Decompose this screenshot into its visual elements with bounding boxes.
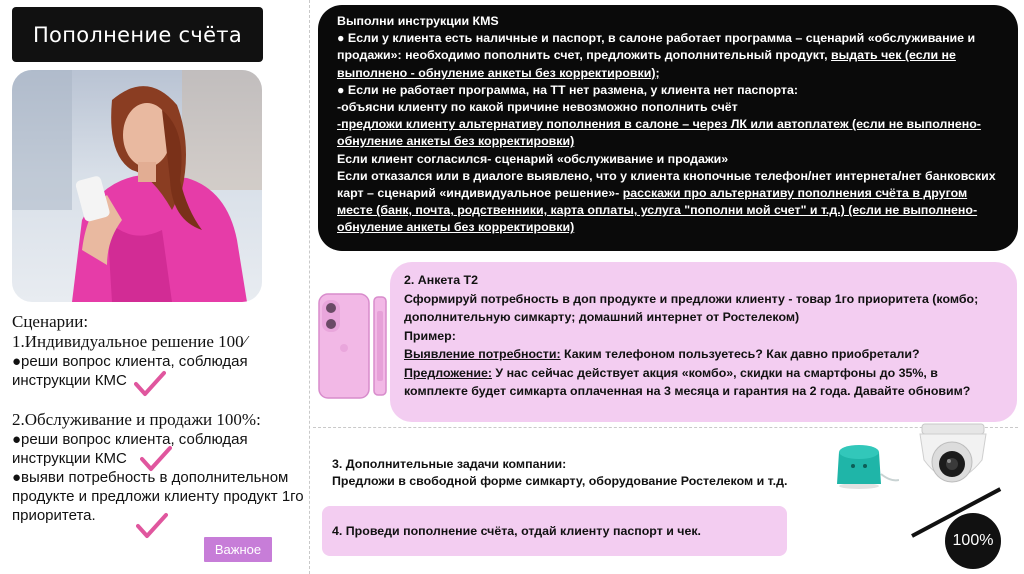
check-icon <box>134 370 166 398</box>
check-icon <box>140 445 172 473</box>
kms-item-1: ● Если у клиента есть наличные и паспорт, в салоне работает программа – сценарий «обслуживание и продажи»: необходимо пополнить счет, предложить дополнительный продукт, выдать чек (если не выполнено - обнуление анкеты без корректировки); <box>337 31 976 80</box>
kms-item-3: -объясни клиенту по какой причине невозможно пополнить счёт <box>337 100 738 115</box>
t2-heading: 2. Анкета Т2 <box>404 273 478 287</box>
kms-item-5: Если клиент согласился- сценарий «обслуживание и продажи» <box>337 151 729 166</box>
task-3-heading: 3. Дополнительные задачи компании: <box>332 457 567 471</box>
additional-tasks-block <box>332 456 832 490</box>
t2-offer-line: Предложение: У нас сейчас действует акция «комбо», скидки на смартфоны до 35%, в комплекте будет симкарта оплаченная на 3 месяца и гарантия на 2 года. Давайте обновим? <box>404 365 971 398</box>
kms-heading: Выполни инструкции КМS <box>337 14 499 28</box>
t2-example-label: Пример: <box>404 328 456 343</box>
speaker-image <box>833 438 899 490</box>
camera-image <box>912 420 992 494</box>
task-3-text: Предложи в свободной форме симкарту, оборудование Ростелеком и т.д. <box>332 474 788 488</box>
important-button[interactable]: Важное <box>204 537 272 562</box>
kms-item-4: -предложи клиенту альтернативу пополнения в салоне – через ЛК или автоплатеж (если не выполнено-обнуление анкеты без корректировки) <box>337 117 981 149</box>
scenario-2-item-1: ●реши вопрос клиента, соблюдая инструкции КМС <box>12 431 248 467</box>
kms-item-6: Если отказался или в диалоге выявлено, что у клиента кнопочные телефон/нет интернета/нет банковских карт – сценарий «индивидуальное решение»- расскажи про альтернативу пополнения счёта в другом месте (банк, почта, родственники, карта оплаты, услуга "пополни мой счет" и т.д.) (если не выполнено-обнуление анкеты без корректировки) <box>337 168 996 235</box>
scenarios-heading: Сценарии: <box>12 312 89 331</box>
kms-instructions-block <box>318 5 1018 251</box>
scenario-2-title: 2.Обслуживание и продажи 100%: <box>12 410 261 429</box>
phone-pink-image <box>318 293 388 399</box>
scenario-1-title: 1.Индивидуальное решение 100⁄ <box>12 332 247 351</box>
scenario-1-item: ●реши вопрос клиента, соблюдая инструкции КМС <box>12 353 248 389</box>
page-title: Пополнение счёта <box>12 7 263 62</box>
woman-photo <box>12 70 262 302</box>
t2-need-line: Выявление потребности: Каким телефоном пользуетесь? Как давно приобретали? <box>404 347 920 361</box>
vertical-divider <box>309 0 310 574</box>
scenarios-block <box>12 312 310 525</box>
task-4-text: 4. Проведи пополнение счёта, отдай клиенту паспорт и чек. <box>332 524 701 538</box>
kms-item-2: ● Если не работает программа, на ТТ нет размена, у клиента нет паспорта: <box>337 82 798 97</box>
check-icon <box>136 512 168 540</box>
task-4-block <box>322 506 787 556</box>
scenario-2-item-2: ●выяви потребность в дополнительном продукте и предложи клиенту продукт 1го приоритета. <box>12 469 304 524</box>
t2-questionnaire-block <box>390 262 1017 422</box>
percent-badge: 100% <box>945 513 1001 569</box>
t2-task: Сформируй потребность в доп продукте и предложи клиенту - товар 1го приоритета (комбо; дополнительную симкарту; домашний интернет от Ростелеком) <box>404 291 979 324</box>
